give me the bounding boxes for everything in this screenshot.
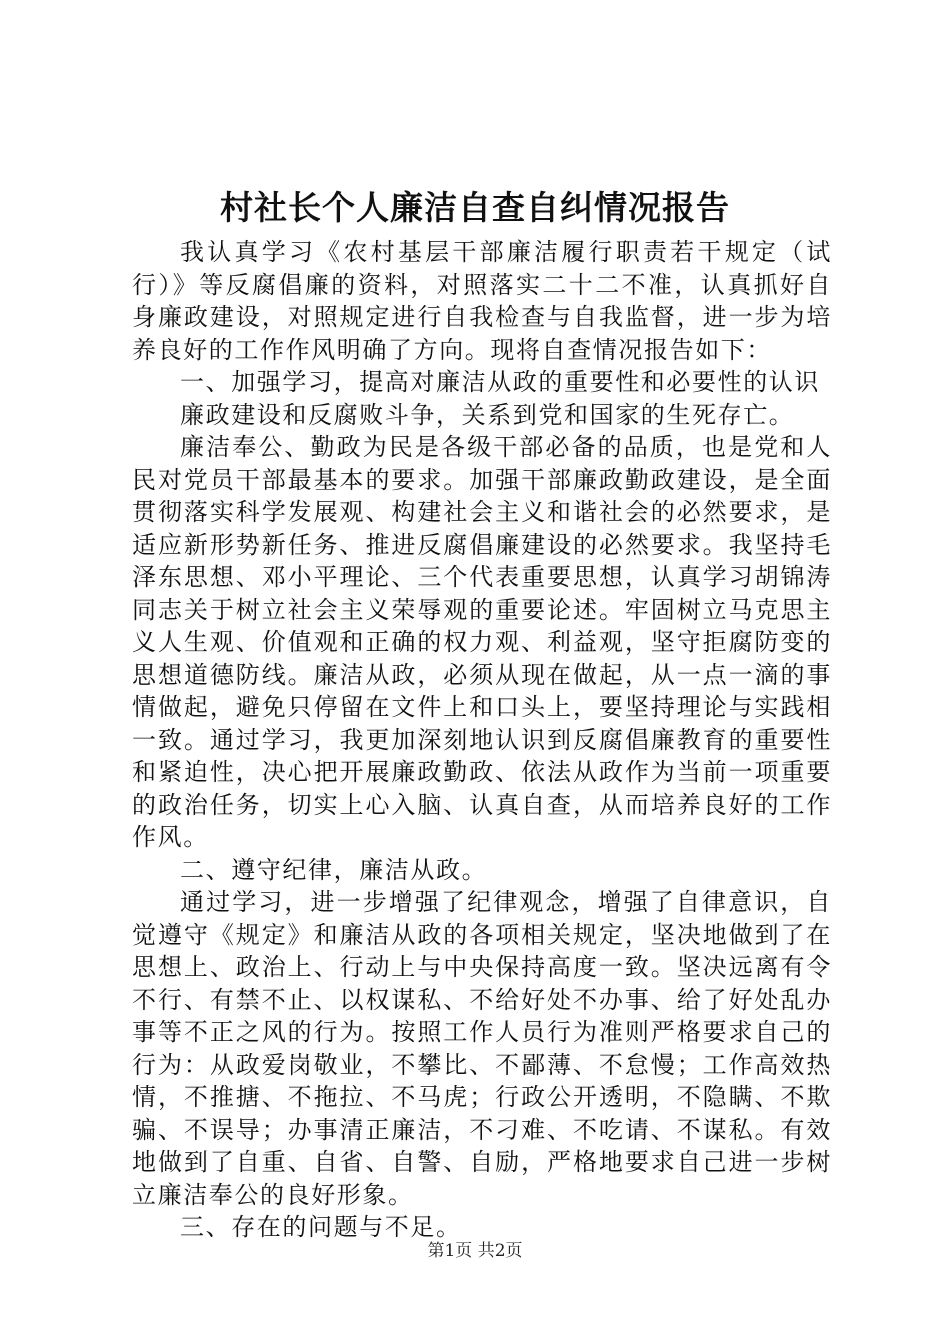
section-heading-3: 三、存在的问题与不足。 (180, 1213, 462, 1241)
page-number-footer: 第1页 共2页 (427, 1241, 523, 1261)
section-heading-1: 一、加强学习，提高对廉洁从政的重要性和必要性的认识 (180, 368, 820, 396)
intro-paragraph: 我认真学习《农村基层干部廉洁履行职责若干规定（试行）》等反腐倡廉的资料，对照落实二十二不准，认真抓好自身廉政建设，对照规定进行自我检查与自我监督，进一步为培养良好的工作作风明确了方向。现将自查情况报告如下： (132, 238, 832, 364)
section-1-body-paragraph: 廉洁奉公、勤政为民是各级干部必备的品质，也是党和人民对党员干部最基本的要求。加强干部廉政勤政建设，是全面贯彻落实科学发展观、构建社会主义和谐社会的必然要求，是适应新形势新任务、推进反腐倡廉建设的必然要求。我坚持毛泽东思想、邓小平理论、三个代表重要思想，认真学习胡锦涛同志关于树立社会主义荣辱观的重要论述。牢固树立马克思主义人生观、价值观和正确的权力观、利益观，坚守拒腐防变的思想道德防线。廉洁从政，必须从现在做起，从一点一滴的事情做起，避免只停留在文件上和口头上，要坚持理论与实践相一致。通过学习，我更加深刻地认识到反腐倡廉教育的重要性和紧迫性，决心把开展廉政勤政、依法从政作为当前一项重要的政治任务，切实上心入脑、认真自查，从而培养良好的工作作风。 (132, 433, 832, 851)
document-title: 村社长个人廉洁自查自纠情况报告 (220, 188, 730, 227)
section-2-body-paragraph: 通过学习，进一步增强了纪律观念，增强了自律意识，自觉遵守《规定》和廉洁从政的各项相关规定，坚决地做到了在思想上、政治上、行动上与中央保持高度一致。坚决远离有令不行、有禁不止、以权谋私、不给好处不办事、给了好处乱办事等不正之风的行为。按照工作人员行为准则严格要求自己的行为：从政爱岗敬业，不攀比、不鄙薄、不怠慢；工作高效热情，不推搪、不拖拉、不马虎；行政公开透明，不隐瞒、不欺骗、不误导；办事清正廉洁，不刁难、不吃请、不谋私。有效地做到了自重、自省、自警、自励，严格地要求自己进一步树立廉洁奉公的良好形象。 (132, 888, 832, 1209)
document-body (132, 236, 832, 1244)
section-1-lead-paragraph: 廉政建设和反腐败斗争，关系到党和国家的生死存亡。 (180, 400, 795, 429)
section-heading-2: 二、遵守纪律，廉洁从政。 (180, 855, 488, 884)
